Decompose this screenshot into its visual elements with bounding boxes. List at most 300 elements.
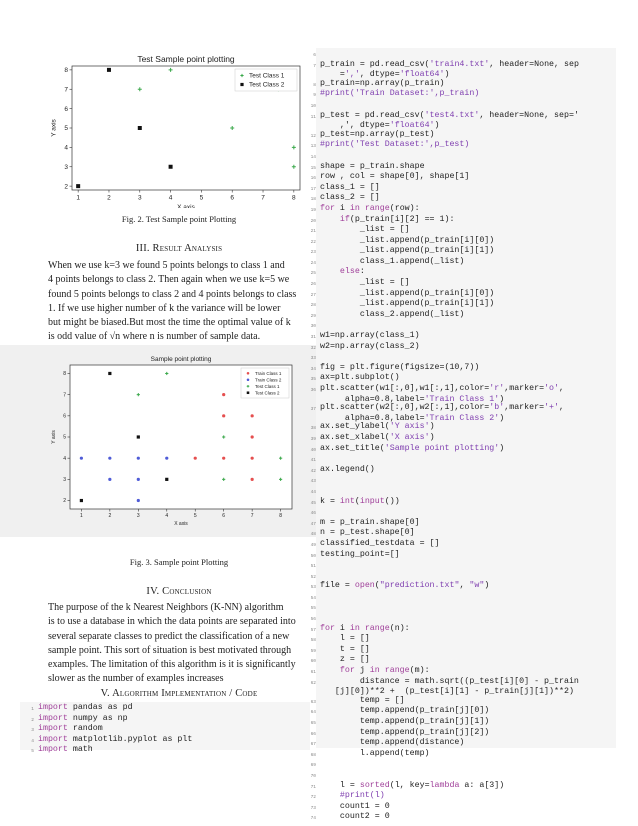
code-text [320, 782, 504, 791]
conclusion-line: The purpose of the k Nearest Neighbors (K-NN) algorithm [48, 602, 284, 613]
x-tick-label: 6 [222, 513, 226, 519]
line-number: 63 [310, 699, 316, 705]
code-token: p_test=np.array(p_test) [320, 129, 435, 139]
code-text [320, 540, 440, 549]
code-token: for [320, 623, 335, 633]
code-token: ax.set_xlabel( [320, 432, 390, 442]
line-number: 37 [310, 407, 316, 413]
code-token: class_2.append(_list) [320, 309, 465, 319]
code-token: 'X axis' [389, 432, 430, 442]
code-token: import [38, 713, 68, 723]
line-number: 19 [310, 207, 316, 213]
code-token: matplotlib.pyplot as plt [67, 734, 193, 744]
y-tick-label: 4 [63, 455, 66, 462]
line-number: 7 [313, 63, 316, 69]
x-tick-label: 3 [136, 513, 140, 519]
implementation-heading: V. Algorithm Implementation / Code [100, 688, 258, 699]
code-text [320, 750, 430, 759]
code-token: ',' [344, 70, 360, 80]
line-number: 67 [310, 742, 316, 748]
code-token: range [364, 203, 390, 213]
line-number: 31 [310, 335, 316, 341]
code-text [320, 529, 415, 538]
code-token: w2=np.array(class_2) [320, 341, 420, 351]
code-token: m = p_train.shape[0] [320, 517, 420, 527]
data-point [108, 372, 111, 375]
code-text [320, 729, 489, 738]
result-line: When we use k=3 we found 5 points belongs to class 1 and [48, 260, 285, 271]
x-tick-label: 3 [137, 194, 142, 202]
line-number: 65 [310, 721, 316, 726]
line-number: 58 [310, 638, 316, 644]
line-number: 33 [310, 356, 316, 362]
data-point [165, 478, 168, 481]
x-tick-label: 1 [76, 194, 80, 202]
y-tick-label: 2 [64, 183, 68, 191]
code-token: ) [429, 432, 435, 442]
code-token: file = [320, 581, 355, 591]
code-token: l = [320, 780, 360, 790]
line-number: 60 [310, 659, 316, 665]
code-token [320, 215, 340, 224]
code-text [320, 582, 489, 591]
code-text [320, 290, 494, 299]
code-line [302, 498, 579, 509]
code-line [302, 760, 579, 771]
code-token: 'Sample point plotting' [384, 443, 500, 453]
y-tick-label: 5 [63, 434, 66, 441]
code-token: i [334, 623, 350, 633]
code-token: ,marker= [504, 384, 545, 393]
code-token: temp.append(distance) [320, 738, 465, 748]
code-token: _list.append(p_train[i][1]) [320, 246, 495, 256]
code-token: k = [320, 496, 340, 506]
code-text [320, 90, 479, 99]
result-paragraph [48, 259, 310, 345]
data-point [108, 457, 111, 460]
code-token: 'float64' [389, 121, 435, 131]
code-token: ax.set_title( [320, 443, 385, 453]
line-number: 47 [310, 521, 316, 527]
code-token: if [339, 214, 350, 224]
code-token: random [67, 724, 103, 734]
fig2-caption: Fig. 2. Test Sample point Plotting [121, 214, 237, 224]
conclusion-line: sample point. This sort of situation is best motivated through [48, 644, 292, 656]
code-line [302, 561, 579, 572]
line-number: 30 [310, 324, 316, 330]
line-number [302, 71, 320, 73]
code-token: shape = p_train.shape [320, 161, 425, 171]
code-token: 'r' [489, 384, 505, 393]
legend-label: Test Class 2 [255, 390, 280, 396]
data-point [137, 499, 140, 502]
code-text [38, 715, 128, 724]
code-text [320, 445, 504, 454]
y-axis-label: Y axis [51, 430, 57, 444]
legend-label: Train Class 2 [255, 377, 282, 383]
code-text [320, 771, 325, 780]
data-point [247, 391, 250, 394]
code-token: ax.set_ylabel( [320, 422, 390, 432]
line-number: 44 [310, 489, 316, 495]
line-number: 53 [310, 585, 316, 591]
line-number: 45 [310, 500, 316, 506]
code-token: ax=plt.subplot() [320, 373, 400, 383]
line-number: 20 [310, 218, 316, 224]
code-token: in [349, 203, 360, 213]
code-text [320, 614, 325, 623]
code-token: #print('Train Dataset:',p_train) [320, 89, 480, 99]
line-number: 29 [310, 313, 316, 319]
code-token: alpha=0.8,label= [320, 394, 425, 404]
code-text [320, 508, 325, 517]
data-point [222, 457, 225, 460]
code-text [320, 194, 380, 203]
code-token: ,', dtype= [320, 121, 390, 131]
x-axis-label: X axis [174, 521, 188, 527]
code-text [320, 813, 390, 822]
code-text [320, 487, 325, 496]
line-number: 50 [310, 553, 316, 559]
code-text [320, 625, 410, 634]
line-number: 49 [310, 542, 316, 548]
code-token: alpha=0.8,label= [320, 413, 425, 423]
code-text [320, 476, 325, 485]
code-text [320, 226, 410, 235]
y-tick-label: 7 [63, 392, 66, 399]
code-text [320, 152, 325, 161]
code-text [38, 736, 192, 745]
line-number: 8 [313, 82, 316, 88]
line-number: 1 [31, 707, 34, 712]
y-tick-label: 6 [63, 413, 66, 420]
line-number: 72 [310, 795, 316, 801]
line-number: 17 [310, 186, 316, 192]
code-text [320, 561, 325, 570]
code-token: t = [] [320, 644, 370, 654]
code-line [302, 551, 579, 562]
data-point [137, 457, 140, 460]
code-token: ) [444, 70, 450, 80]
code-token: count2 = 0 [320, 812, 390, 822]
code-block-right [302, 50, 579, 824]
code-text [320, 739, 464, 748]
code-token: distance = math.sqrt((p_test[i][0] - p_train [320, 676, 579, 686]
line-number: 5 [31, 749, 34, 755]
code-text [320, 216, 454, 225]
line-number: 52 [310, 574, 316, 580]
code-token: row , col = shape[0], shape[1] [320, 172, 470, 182]
code-text [320, 173, 469, 182]
code-text [320, 423, 435, 432]
line-number [302, 688, 320, 690]
code-text [320, 205, 420, 214]
y-tick-label: 8 [64, 67, 68, 75]
x-tick-label: 5 [199, 194, 204, 202]
line-number: 12 [310, 133, 316, 139]
line-number: 54 [310, 595, 316, 601]
code-text [320, 311, 464, 320]
line-number: 57 [310, 627, 316, 633]
code-text [320, 364, 479, 373]
code-line [302, 813, 579, 824]
code-text [320, 353, 325, 362]
line-number: 2 [31, 717, 34, 723]
data-point [247, 378, 250, 381]
line-number: 27 [310, 292, 316, 298]
code-token: _list = [] [320, 225, 410, 235]
code-token: count1 = 0 [320, 801, 390, 811]
line-number: 68 [310, 752, 316, 758]
line-number: 51 [310, 564, 316, 570]
x-axis-label: X axis [177, 204, 195, 208]
data-point [251, 478, 254, 481]
code-token: _list.append(p_train[i][0]) [320, 288, 495, 298]
code-token: for [339, 666, 355, 676]
line-number: 6 [313, 53, 316, 58]
code-token: temp.append(p_train[j][1]) [320, 717, 490, 726]
data-point [251, 414, 254, 417]
code-token: import [38, 745, 68, 755]
code-token: plt.scatter(w2[:,0],w2[:,1],color= [320, 403, 490, 413]
line-number: 18 [310, 197, 316, 203]
data-point [194, 457, 197, 460]
data-point [137, 478, 140, 481]
x-tick-label: 5 [193, 513, 197, 519]
code-text [320, 374, 400, 383]
y-tick-label: 7 [64, 86, 68, 94]
line-number: 42 [310, 468, 316, 474]
line-number: 39 [310, 436, 316, 442]
line-number: 41 [310, 458, 316, 464]
code-token: = [320, 70, 345, 80]
code-token: in [349, 623, 360, 633]
line-number: 3 [31, 728, 34, 734]
code-token: w1=np.array(class_1) [320, 331, 420, 341]
code-line [302, 343, 579, 354]
code-token: a: a[3]) [459, 780, 505, 790]
code-text [320, 404, 564, 413]
line-number: 26 [310, 282, 316, 288]
line-number: 70 [310, 773, 316, 779]
code-text [320, 112, 579, 121]
line-number [302, 415, 320, 417]
code-text [320, 678, 579, 687]
line-number: 46 [310, 511, 316, 517]
line-number: 14 [310, 154, 316, 160]
code-token: #print('Test Dataset:',p_test) [320, 140, 470, 150]
line-number: 43 [310, 479, 316, 485]
code-token: class_2 = [] [320, 193, 380, 203]
code-token: fig = plt.figure(figsize=(10,7)) [320, 362, 480, 372]
code-token: temp.append(p_train[j][0]) [320, 706, 490, 716]
code-line [302, 603, 579, 614]
y-tick-label: 8 [63, 371, 66, 378]
code-token: _list.append(p_train[i][1]) [320, 299, 495, 309]
code-token: (m): [409, 666, 430, 676]
line-number: 10 [310, 103, 316, 109]
line-number: 34 [310, 366, 316, 372]
data-point [240, 83, 243, 86]
code-line [302, 90, 579, 101]
legend-label: Test Class 1 [255, 383, 280, 389]
x-tick-label: 7 [261, 194, 265, 202]
y-tick-label: 3 [64, 163, 68, 171]
conclusion-paragraph [48, 601, 310, 687]
code-text [320, 163, 425, 172]
y-tick-label: 6 [64, 105, 68, 113]
code-token: temp.append(p_train[j][2]) [320, 727, 490, 737]
code-text [320, 61, 579, 70]
code-token: 'o' [544, 384, 560, 393]
code-text [320, 141, 469, 150]
code-token: #print(l) [320, 791, 385, 801]
code-token: l = [] [320, 634, 370, 644]
code-line [302, 141, 579, 152]
code-token: (p_train[i][2] == 1): [349, 214, 455, 224]
code-token: 'b' [489, 403, 505, 413]
code-text [320, 237, 494, 246]
code-token: import [38, 703, 68, 712]
code-text [320, 343, 420, 352]
data-point [251, 457, 254, 460]
code-text [320, 760, 325, 769]
code-token: (row): [389, 203, 420, 213]
code-text [320, 268, 365, 277]
code-text [38, 704, 133, 713]
line-number: 24 [310, 260, 316, 266]
x-tick-label: 2 [107, 194, 111, 202]
code-text [320, 434, 435, 443]
data-point [138, 126, 142, 130]
code-text [320, 646, 370, 655]
code-token: ( [374, 581, 380, 591]
code-token: classified_testdata = [] [320, 538, 440, 548]
code-token: input [359, 496, 385, 506]
code-text [320, 603, 325, 612]
code-token: class_1.append(_list) [320, 256, 465, 266]
y-tick-label: 2 [63, 498, 66, 505]
code-token: _list.append(p_train[i][0]) [320, 235, 495, 245]
code-text [320, 667, 430, 676]
code-text [320, 635, 370, 644]
code-token: , [459, 581, 470, 591]
code-text [320, 455, 325, 464]
code-token: l.append(temp) [320, 748, 430, 758]
code-token: [j][0])**2 + (p_test[i][1] - p_train[j][1])**2) [320, 687, 574, 697]
data-point [137, 435, 140, 438]
code-line [302, 750, 579, 761]
code-block-left [20, 704, 192, 757]
code-token: , header=None, sep=' [479, 110, 579, 120]
code-text [38, 725, 103, 734]
line-number: 28 [310, 303, 316, 309]
data-point [80, 499, 83, 502]
line-number: 74 [310, 816, 316, 822]
code-line [302, 445, 579, 456]
result-line: is odd value of √n where n is number of sample data. [48, 331, 261, 343]
code-token: else [339, 267, 360, 277]
code-token: 'Train Class 1' [424, 394, 500, 404]
code-token: sorted [359, 780, 390, 790]
code-token: j [354, 666, 370, 676]
code-text [320, 519, 420, 528]
code-text [320, 80, 444, 89]
code-token: ax.legend() [320, 464, 375, 474]
line-number: 25 [310, 271, 316, 277]
code-token: class_1 = [] [320, 182, 380, 192]
code-token: i [334, 203, 350, 213]
code-line [302, 476, 579, 487]
line-number: 61 [310, 670, 316, 676]
code-text [320, 498, 400, 507]
line-number: 4 [31, 738, 34, 744]
code-token: for [320, 203, 335, 213]
code-text [320, 258, 464, 267]
code-token: ) [499, 413, 505, 423]
code-token: ) [499, 443, 505, 453]
chart-title: Test Sample point plotting [137, 54, 235, 64]
code-text [320, 803, 390, 812]
code-text [320, 593, 325, 602]
line-number: 35 [310, 377, 316, 383]
line-number [302, 122, 320, 124]
result-line: 1. If we use higher number of k the variance will be lower [48, 302, 281, 314]
code-line [302, 311, 579, 322]
result-line: found 5 points belongs to class 2 and 4 points belongs to class [48, 288, 297, 300]
data-point [222, 414, 225, 417]
code-text [320, 131, 435, 140]
conclusion-heading: IV. Conclusion [146, 586, 212, 597]
conclusion-line: is to use a database in which the data points are separated into [48, 616, 296, 628]
code-text [320, 707, 489, 716]
x-tick-label: 8 [279, 513, 283, 519]
code-token: _list = [] [320, 278, 410, 288]
y-tick-label: 5 [64, 125, 68, 133]
legend-label: Train Class 1 [255, 370, 282, 376]
code-token: "w" [469, 581, 485, 591]
code-token: 'train4.txt' [429, 59, 490, 69]
x-tick-label: 4 [168, 194, 173, 202]
code-line [302, 466, 579, 477]
data-point [251, 435, 254, 438]
code-text [38, 746, 93, 755]
code-token: ) [499, 394, 505, 404]
code-line [302, 593, 579, 604]
code-token: 'Train Class 2' [424, 413, 500, 423]
line-number: 55 [310, 606, 316, 612]
line-number: 62 [310, 680, 316, 686]
line-number: 11 [310, 114, 316, 120]
code-token: , [559, 403, 564, 413]
code-token [320, 666, 340, 675]
data-point [169, 165, 173, 169]
code-token: : [359, 267, 365, 277]
line-number: 59 [310, 648, 316, 654]
line-number: 69 [310, 763, 316, 769]
code-token: "prediction.txt" [379, 581, 460, 591]
line-number: 22 [310, 239, 316, 245]
x-tick-label: 2 [108, 513, 112, 519]
y-tick-label: 3 [63, 477, 66, 484]
line-number: 73 [310, 805, 316, 811]
code-token: 'test4.txt' [424, 110, 480, 120]
code-token: 'float64' [399, 70, 445, 80]
code-text [320, 332, 420, 341]
line-number: 15 [310, 165, 316, 171]
result-line: but might be biased.But most the time the optimal value of k [48, 317, 291, 329]
code-token: ( [354, 496, 360, 506]
